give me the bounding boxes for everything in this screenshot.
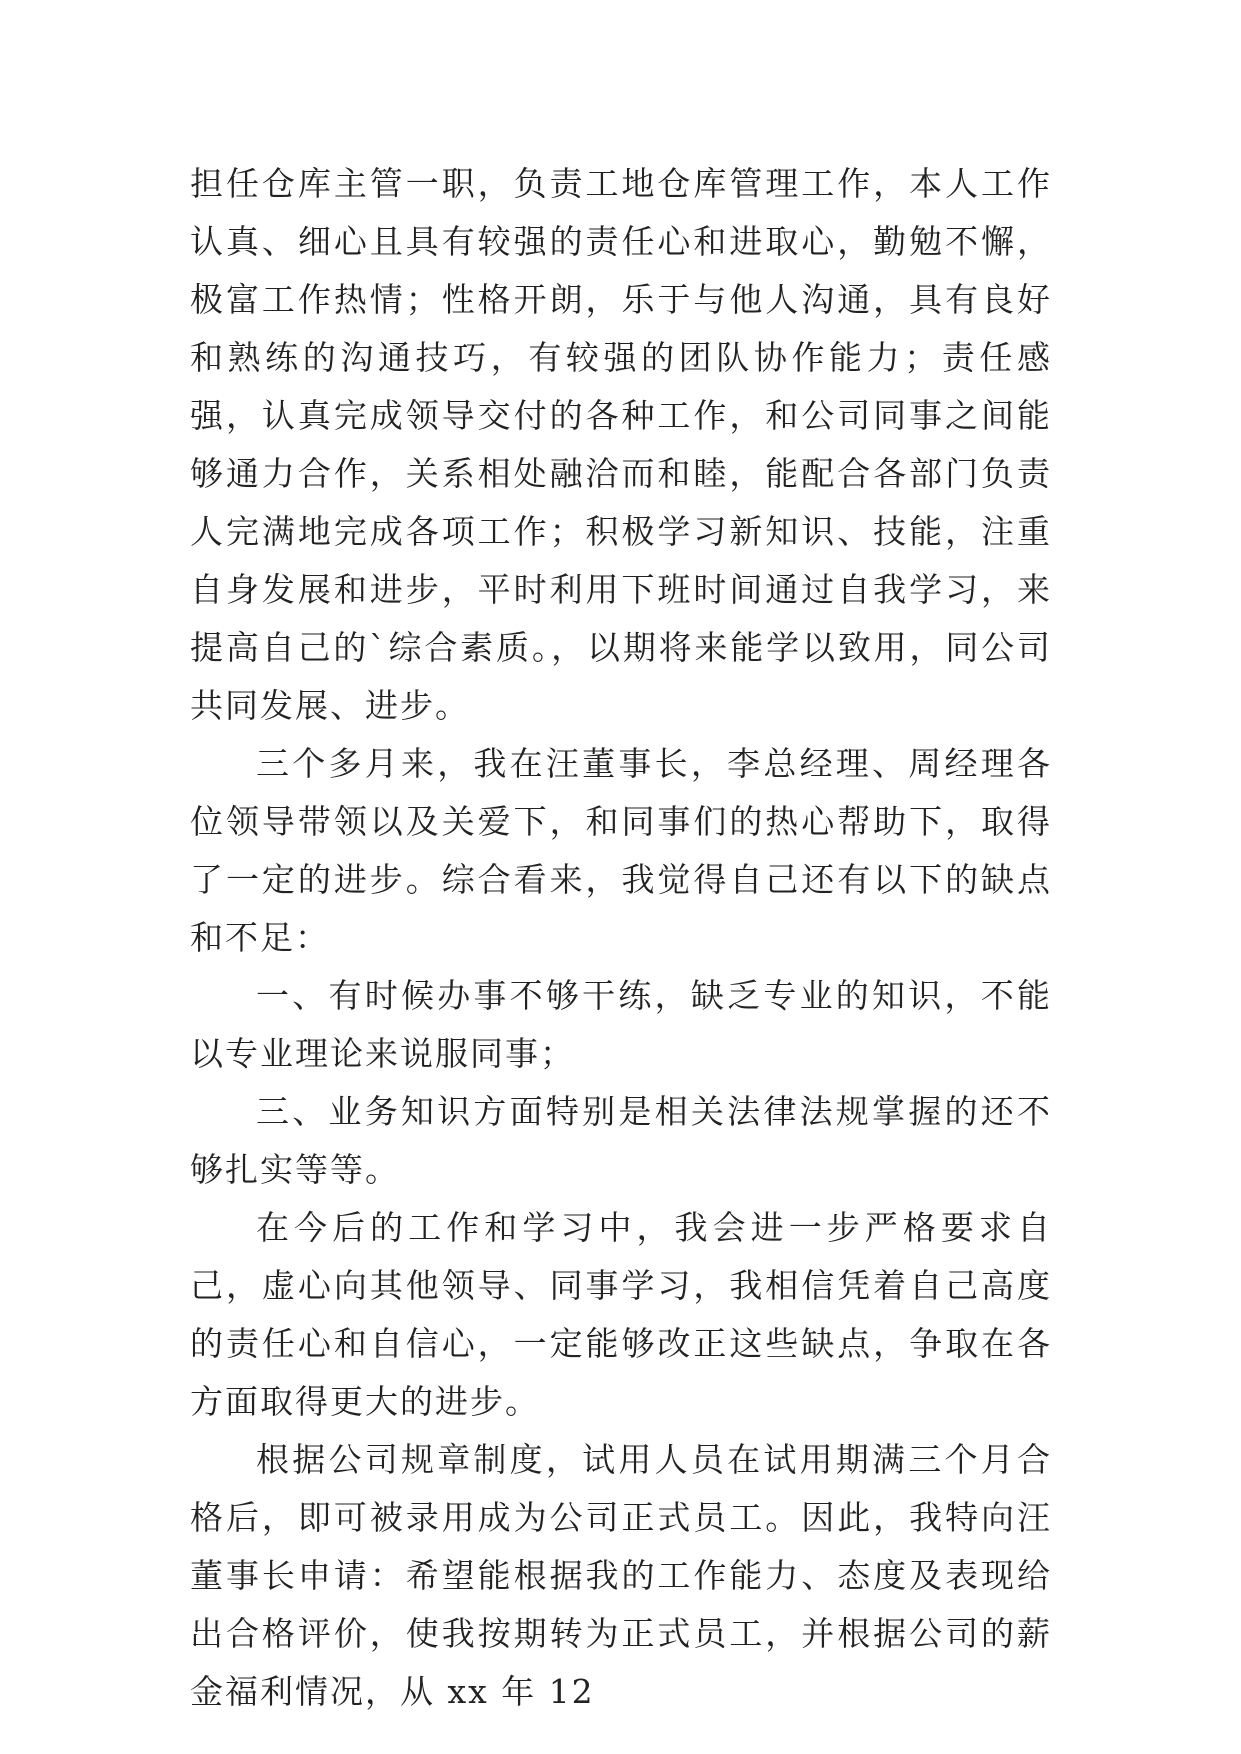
paragraph-future-plan: 在今后的工作和学习中，我会进一步严格要求自己，虚心向其他领导、同事学习，我相信凭着自己高度的责任心和自信心，一定能够改正这些缺点，争取在各方面取得更大的进步。 (190, 1208, 1052, 1421)
paragraph-application: 根据公司规章制度，试用人员在试用期满三个月合格后，即可被录用成为公司正式员工。因此，我特向汪董事长申请：希望能根据我的工作能力、态度及表现给出合格评价，使我按期转为正式员工，并根据公司的薪金福利情况，从 xx 年 12 (190, 1440, 1052, 1711)
paragraph-shortcoming-one: 一、有时候办事不够干练，缺乏专业的知识，不能以专业理论来说服同事； (190, 976, 1052, 1073)
document-body (190, 155, 1052, 1721)
paragraph-progress-summary: 三个多月来，我在汪董事长，李总经理、周经理各位领导带领以及关爱下，和同事们的热心帮助下，取得了一定的进步。综合看来，我觉得自己还有以下的缺点和不足： (190, 744, 1052, 957)
paragraph-shortcoming-three: 三、业务知识方面特别是相关法律法规掌握的还不够扎实等等。 (190, 1092, 1052, 1189)
paragraph-self-introduction: 担任仓库主管一职，负责工地仓库管理工作，本人工作认真、细心且具有较强的责任心和进取心，勤勉不懈，极富工作热情；性格开朗，乐于与他人沟通，具有良好和熟练的沟通技巧，有较强的团队协作能力；责任感强，认真完成领导交付的各种工作，和公司同事之间能够通力合作，关系相处融洽而和睦，能配合各部门负责人完满地完成各项工作；积极学习新知识、技能，注重自身发展和进步，平时利用下班时间通过自我学习，来提高自己的`综合素质。，以期将来能学以致用，同公司共同发展、进步。 (190, 164, 1052, 725)
